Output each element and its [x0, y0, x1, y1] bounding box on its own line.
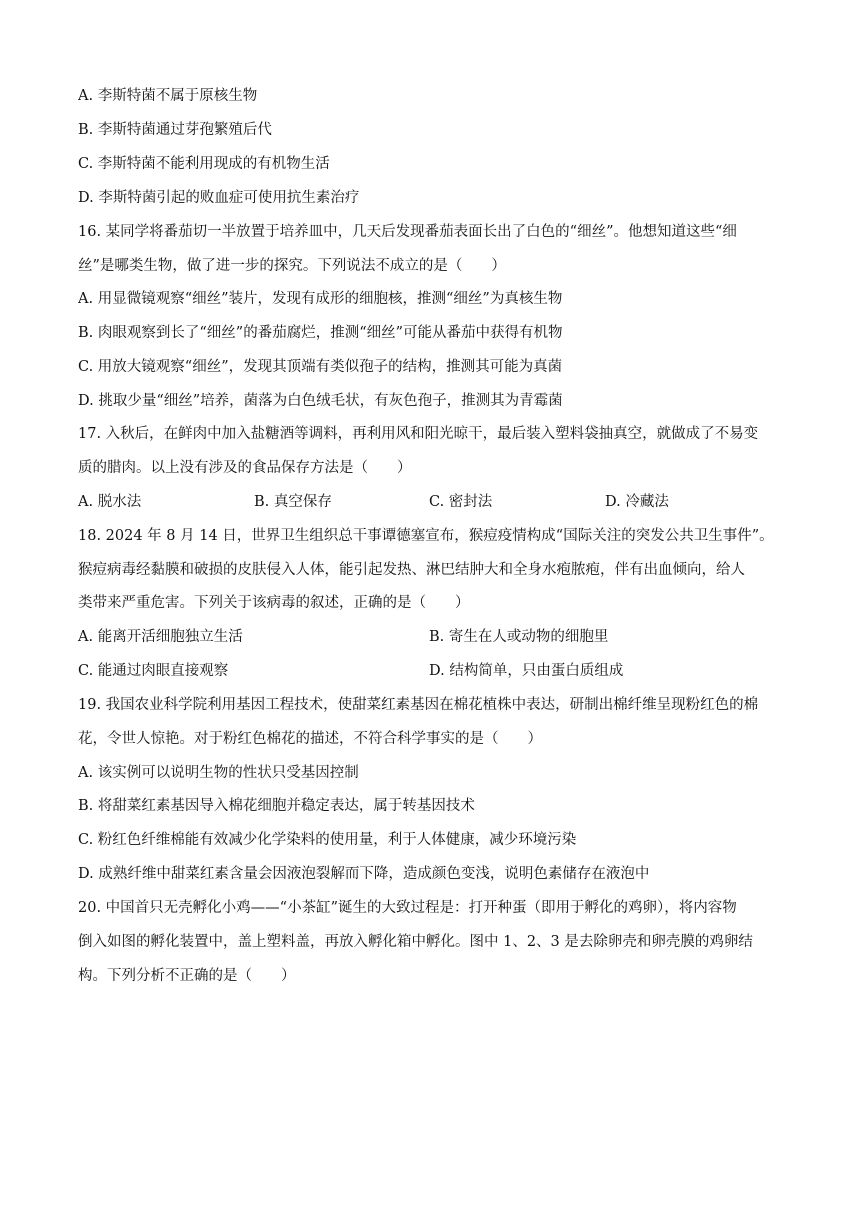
q18-stem-line-3: 类带来严重危害。下列关于该病毒的叙述，正确的是（ ） [78, 595, 470, 611]
q19-stem-line-1: 19. 我国农业科学院利用基因工程技术，使甜菜红素基因在棉花植株中表达，研制出棉纤维呈现粉红色的棉 [78, 697, 759, 713]
q18-stem-line-2: 猴痘病毒经黏膜和破损的皮肤侵入人体，能引起发热、淋巴结肿大和全身水疱脓疱，伴有出血倾向，给人 [78, 562, 745, 578]
q16-stem-line-2: 丝”是哪类生物，做了进一步的探究。下列说法不成立的是（ ） [78, 258, 506, 274]
q18-option-a: A. 能离开活细胞独立生活 [78, 629, 243, 645]
q18-option-c: C. 能通过肉眼直接观察 [78, 663, 229, 679]
q20-stem-line-2: 倒入如图的孵化装置中，盖上塑料盖，再放入孵化箱中孵化。图中 1、2、3 是去除卵壳和卵壳膜的鸡卵结 [78, 934, 753, 950]
q16-option-c: C. 用放大镜观察“细丝”，发现其顶端有类似孢子的结构，推测其可能为真菌 [78, 359, 563, 375]
q17-stem-line-1: 17. 入秋后，在鲜肉中加入盐糖酒等调料，再利用风和阳光晾干，最后装入塑料袋抽真空，就做成了不易变 [78, 426, 759, 442]
q19-option-b: B. 将甜菜红素基因导入棉花细胞并稳定表达，属于转基因技术 [78, 798, 475, 814]
q15-option-a: A. 李斯特菌不属于原核生物 [78, 88, 258, 104]
q16-option-d: D. 挑取少量“细丝”培养，菌落为白色绒毛状，有灰色孢子，推测其为青霉菌 [78, 393, 563, 409]
q17-option-a: A. 脱水法 [78, 494, 142, 510]
q16-option-a: A. 用显微镜观察“细丝”装片，发现有成形的细胞核，推测“细丝”为真核生物 [78, 291, 563, 307]
q15-option-c: C. 李斯特菌不能利用现成的有机物生活 [78, 156, 330, 172]
q17-stem-line-2: 质的腊肉。以上没有涉及的食品保存方法是（ ） [78, 460, 412, 476]
q16-stem-line-1: 16. 某同学将番茄切一半放置于培养皿中，几天后发现番茄表面长出了白色的“细丝”。他想知道这些“细 [78, 224, 737, 240]
q20-stem-line-1: 20. 中国首只无壳孵化小鸡——“小茶缸”诞生的大致过程是：打开种蛋（即用于孵化的鸡卵），将内容物 [78, 900, 737, 916]
q15-option-d: D. 李斯特菌引起的败血症可使用抗生素治疗 [78, 190, 360, 206]
q20-stem-line-3: 构。下列分析不正确的是（ ） [78, 968, 296, 984]
q16-option-b: B. 肉眼观察到长了“细丝”的番茄腐烂，推测“细丝”可能从番茄中获得有机物 [78, 325, 563, 341]
q19-option-d: D. 成熟纤维中甜菜红素含量会因液泡裂解而下降，造成颜色变浅，说明色素储存在液泡中 [78, 866, 650, 882]
q17-option-c: C. 密封法 [429, 494, 493, 510]
q17-option-d: D. 冷藏法 [605, 494, 669, 510]
q19-option-a: A. 该实例可以说明生物的性状只受基因控制 [78, 765, 359, 781]
q18-stem-line-1: 18. 2024 年 8 月 14 日，世界卫生组织总干事谭德塞宣布，猴痘疫情构成“国际关注的突发公共卫生事件”。 [78, 528, 774, 544]
q15-option-b: B. 李斯特菌通过芽孢繁殖后代 [78, 122, 272, 138]
q18-option-d: D. 结构简单，只由蛋白质组成 [429, 663, 624, 679]
q19-stem-line-2: 花，令世人惊艳。对于粉红色棉花的描述，不符合科学事实的是（ ） [78, 731, 542, 747]
q17-option-b: B. 真空保存 [254, 494, 332, 510]
q18-option-b: B. 寄生在人或动物的细胞里 [429, 629, 609, 645]
q19-option-c: C. 粉红色纤维棉能有效减少化学染料的使用量，利于人体健康，减少环境污染 [78, 832, 577, 848]
